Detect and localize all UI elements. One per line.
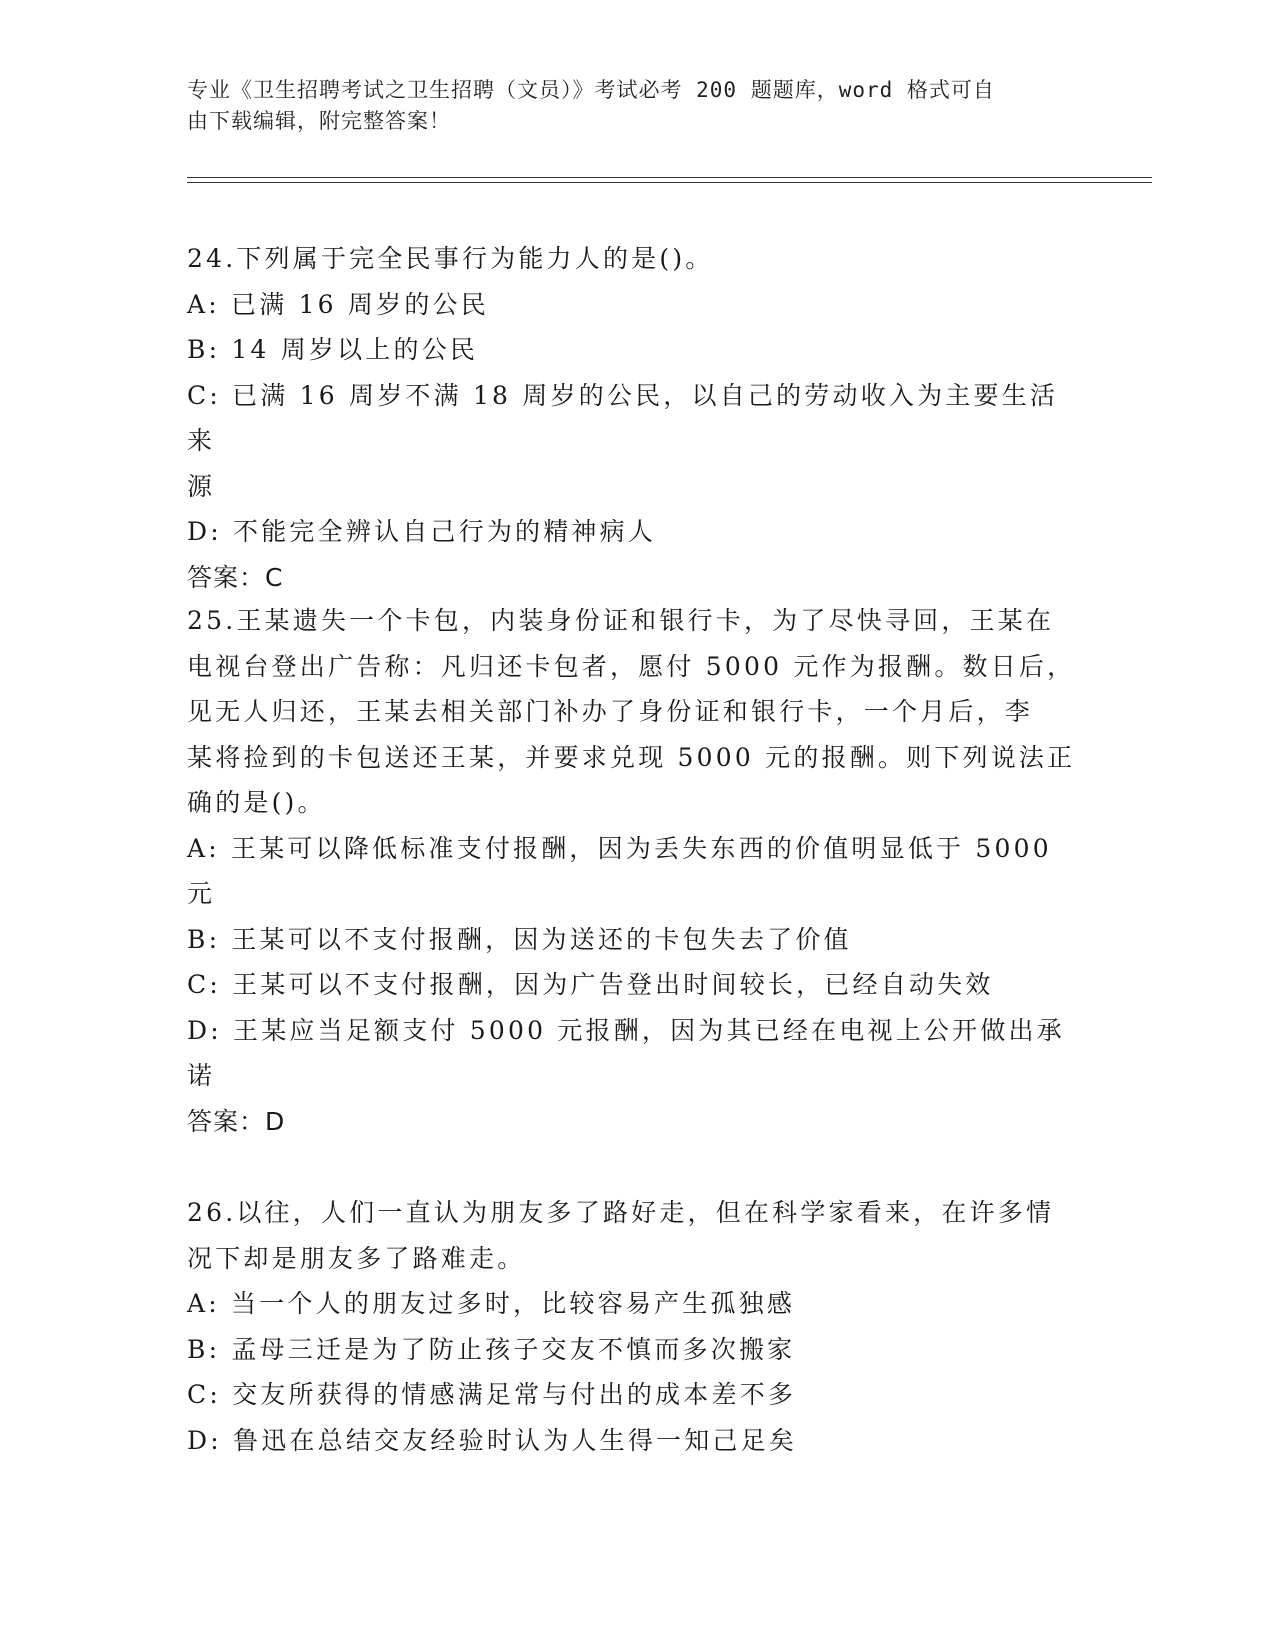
answer-label: 答案：D — [187, 1106, 286, 1136]
header-line-1: 专业《卫生招聘考试之卫生招聘（文员）》考试必考 200 题题库，word 格式可自 — [187, 78, 995, 102]
option-d: D: 不能完全辨认自己行为的精神病人 — [187, 517, 657, 546]
option-a: A: 王某可以降低标准支付报酬，因为丢失东西的价值明显低于 5000 元 — [187, 833, 1052, 908]
option-d: D: 王某应当足额支付 5000 元报酬，因为其已经在电视上公开做出承 诺 — [187, 1015, 1065, 1090]
option-a: A: 当一个人的朋友过多时，比较容易产生孤独感 — [187, 1289, 796, 1318]
question-stem: 26.以往，人们一直认为朋友多了路好走，但在科学家看来，在许多情 况下却是朋友多了路难走。 — [187, 1198, 1055, 1273]
question-stem: 24.下列属于完全民事行为能力人的是()。 — [187, 244, 714, 273]
question-stem: 25.王某遗失一个卡包，内装身份证和银行卡，为了尽快寻回，王某在 电视台登出广告称：凡归还卡包者，愿付 5000 元作为报酬。数日后， 见无人归还，王某去相关部门补办了身份证和银行卡，一个月后，李 某将捡到的卡包送还王某，并要求兑现 5000 元的报酬。则下列说法正 确的是()。 — [187, 606, 1076, 817]
option-b: B: 王某可以不支付报酬，因为送还的卡包失去了价值 — [187, 924, 852, 954]
document-header — [187, 75, 1067, 137]
header-divider-bottom — [187, 182, 1152, 183]
header-divider-top — [187, 177, 1152, 178]
option-c: C: 已满 16 周岁不满 18 周岁的公民，以自己的劳动收入为主要生活来 源 — [187, 380, 1059, 501]
question-26 — [187, 1190, 1077, 1463]
header-line-2: 由下载编辑，附完整答案！ — [187, 109, 451, 133]
option-b: B: 14 周岁以上的公民 — [187, 335, 479, 364]
option-d: D: 鲁迅在总结交友经验时认为人生得一知己足矣 — [187, 1425, 798, 1455]
question-24 — [187, 236, 1077, 600]
answer-label: 答案：C — [187, 562, 284, 592]
option-c: C: 交友所获得的情感满足常与付出的成本差不多 — [187, 1380, 797, 1409]
option-c: C: 王某可以不支付报酬，因为广告登出时间较长，已经自动失效 — [187, 970, 994, 999]
option-b: B: 孟母三迁是为了防止孩子交友不慎而多次搬家 — [187, 1334, 796, 1364]
option-a: A: 已满 16 周岁的公民 — [187, 289, 489, 319]
question-25 — [187, 598, 1077, 1144]
